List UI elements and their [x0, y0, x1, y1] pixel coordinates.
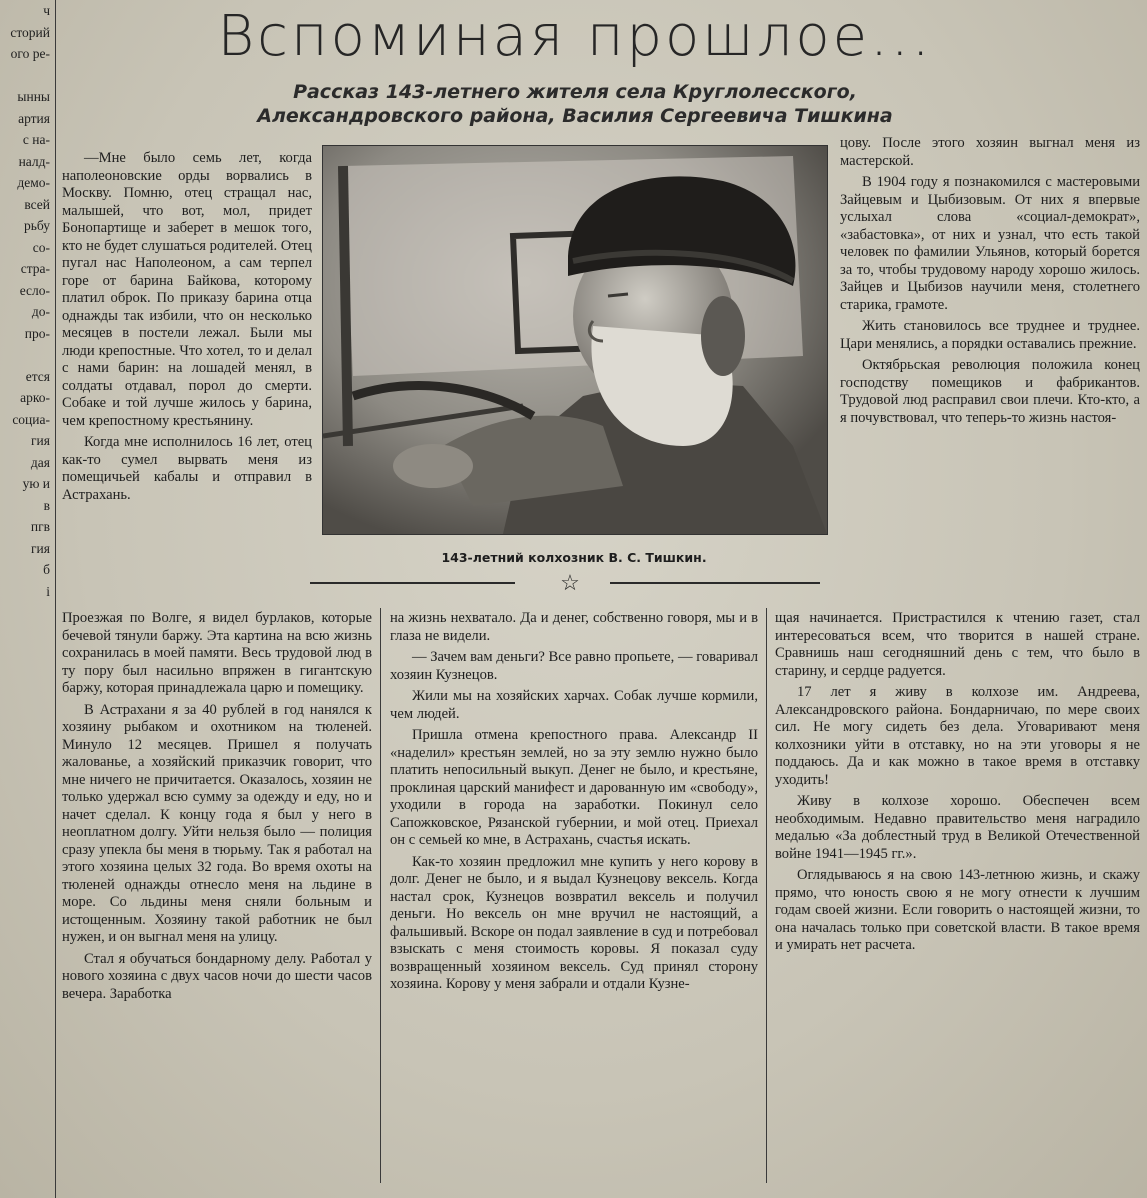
- fragment-line: сторий: [10, 24, 50, 40]
- subtitle-line-2: Александровского района, Василия Сергеевича Тишкина: [257, 105, 893, 127]
- fragment-line: стра-: [20, 261, 50, 276]
- fragment-line: гия: [31, 540, 50, 556]
- fragment-line: есло-: [19, 282, 50, 298]
- fragment-line: ынны: [17, 89, 50, 104]
- article-paragraph: В 1904 году я познакомился с мастеровыми Зайцевым и Цыбизовым. От них я впервые услыхал слова «социал-демократ», «забастовка», от них и узнал, что есть такой человек по фамилии Ульянов, который борется за то, чтобы трудовому народу хорошо жилось. Зайцев и Цыбизов научили меня, столетнего старика, грамоте.: [840, 174, 1140, 313]
- fragment-line: артия: [18, 110, 50, 126]
- fragment-line: налд-: [18, 153, 50, 169]
- section-divider: [310, 570, 830, 600]
- column-rule: [766, 608, 767, 1183]
- article-paragraph: Октябрьская революция положила конец господству помещиков и фабрикантов. Трудовой люд расправил свои плечи. Кто-кто, а я почувствовал, что теперь-то жизнь настоя-: [840, 357, 1140, 426]
- article-paragraph: — Зачем вам деньги? Все равно пропьете, — говаривал хозяин Кузнецов.: [390, 649, 758, 683]
- fragment-line: ч: [43, 3, 50, 18]
- article-paragraph: —Мне было семь лет, когда наполеоновские орды ворвались в Москву. Помню, отец стращал нас, малышей, что вот, мол, придет Бонопартище и заберет в мешок того, кто не будет слушаться родителей. Отец пугал нас Наполеоном, а сам терпел горе от барина Байкова, которому платил оброк. По приказу барина отца однажды так избили, что он несколько месяцев в постели лежал. Были мы люди крепостные. Что хотел, то и делал с нами барин: на лошадей менял, в солдаты отдавал, порол до смерти. Собаке и той лучше жилось у барина, чем крепостному крестьянину.: [62, 150, 312, 429]
- article-paragraph: 17 лет я живу в колхозе им. Андреева, Александровского района. Бондарничаю, по мере своих сил. Не могу сидеть без дела. Уговаривают меня колхозники уйти в отставку, но на эти уговоры я не поддаюсь. Да и как можно в такое время в отставку уходить!: [775, 684, 1140, 788]
- article-paragraph: Стал я обучаться бондарному делу. Работал у нового хозяина с двух часов ночи до шести часов вечера. Заработка: [62, 950, 372, 1002]
- fragment-line: демо-: [17, 175, 50, 190]
- article-paragraph: на жизнь нехватало. Да и денег, собственно говоря, мы и в глаза не видели.: [390, 610, 758, 644]
- photo-caption: 143-летний колхозник В. С. Тишкин.: [441, 550, 707, 565]
- fragment-line: [0, 344, 50, 366]
- portrait-photo: [322, 145, 828, 535]
- elderly-man-driving-illustration: [323, 146, 827, 534]
- fragment-line: і: [46, 583, 50, 599]
- article-paragraph: щая начинается. Пристрастился к чтению газет, стал интересоваться всем, что творится в нашей стране. Сравнишь наш сегодняшний день с тем, что было в старину, и сердце радуется.: [775, 610, 1140, 679]
- fragment-line: всей: [24, 196, 50, 212]
- fragment-line: ого ре-: [10, 46, 50, 61]
- star-icon: ☆: [560, 570, 580, 595]
- divider-line-right: [610, 582, 820, 584]
- article-paragraph: Оглядываюсь я на свою 143-летнюю жизнь, и скажу прямо, что юность свою я не могу отнести к лучшим годам своей жизни. Если говорить о настоящей жизни, то она началась только при советской власти. В такое время и умирать нет расчета.: [775, 867, 1140, 953]
- article-paragraph: Когда мне исполнилось 16 лет, отец как-то сумел вырвать меня из помещичьей кабалы и отправил в Астрахань.: [62, 434, 312, 503]
- column-rule: [55, 0, 56, 1198]
- fragment-line: гия: [31, 433, 50, 448]
- fragment-line: дая: [30, 454, 50, 470]
- article-paragraph: Жить становилось все труднее и труднее. Цари менялись, а порядки оставались прежние.: [840, 318, 1140, 352]
- article-paragraph: Как-то хозяин предложил мне купить у него корову в долг. Денег не было, и я выдал Кузнецову вексель. Когда настал срок, Кузнецов возвратил вексель и получил деньги. Но вексель он мне вручил не настоящий, а фальшивый. Вскоре он подал заявление в суд и потребовал взыскать с меня стоимость коровы. Я показал суду возвращенный хозяином вексель. Суд принял сторону хозяина. Корову у меня забрали и отдали Кузне-: [390, 853, 758, 992]
- fragment-line: с на-: [22, 132, 50, 147]
- fragment-line: арко-: [20, 390, 50, 405]
- headline: Вспоминая прошлое...: [217, 4, 933, 69]
- subtitle: [175, 80, 975, 128]
- article-paragraph: цову. После этого хозяин выгнал меня из мастерской.: [840, 135, 1140, 169]
- fragment-line: в: [43, 497, 50, 513]
- fragment-line: ую и: [22, 476, 50, 491]
- article-paragraph: В Астрахани я за 40 рублей в год нанялся к хозяину рыбаком и охотником на тюленей. Минуло 12 месяцев. Пришел я получать жалованье, а хозяйский приказчик говорит, что мне ничего не причитается. Оказалось, хозяин не только удержал всю сумму за одежду и еду, но и начет сделал. К концу года я был у него в неоплатном долгу. Уйти нельзя было — полиция сразу упекла бы меня в тюрьму. Так я работал на этого хозяина целых 32 года. Во время охоты на тюленей однажды отнесло меня на льдине в море. Со льдины меня сняли больным и истощенным. Хозяину такой работник не был нужен, и он выгнал меня на улицу.: [62, 701, 372, 945]
- article-column-2-bottom: [390, 610, 758, 998]
- article-paragraph: Проезжая по Волге, я видел бурлаков, которые бечевой тянули баржу. Эта картина на всю жизнь сохранилась в моей памяти. Весь трудовой люд в ту пору был насильно впряжен в гигантскую баржу, которая принадлежала царю и помещику.: [62, 610, 372, 696]
- article-paragraph: Жили мы на хозяйских харчах. Собак лучше кормили, чем людей.: [390, 688, 758, 722]
- fragment-line: ется: [25, 368, 50, 384]
- article-paragraph: Живу в колхозе хорошо. Обеспечен всем необходимым. Недавно правительство меня наградило медалью «За доблестный труд в Великой Отечественной войне 1941—1945 гг.».: [775, 793, 1140, 862]
- article-column-3-bottom: [775, 610, 1140, 959]
- subtitle-line-1: Рассказ 143-летнего жителя села Круглолесского,: [293, 81, 857, 103]
- adjacent-column-fragment: [0, 0, 50, 602]
- fragment-line: до-: [31, 304, 50, 319]
- fragment-line: социа-: [12, 411, 50, 427]
- fragment-line: пгв: [30, 519, 50, 534]
- fragment-line: про-: [24, 325, 50, 341]
- article-paragraph: Пришла отмена крепостного права. Александр II «наделил» крестьян землей, но за эту землю нужно было платить непосильный выкуп. Денег не было, и крестьяне, проклиная царский манифест и дарованную им «свободу», уходили в города на заработки. Покинул село Сапожковское, Рязанской губернии, и мой отец. Приехал он с семьей ко мне, в Астрахань, счастья искать.: [390, 727, 758, 848]
- divider-line-left: [310, 582, 515, 584]
- fragment-line: б: [43, 562, 50, 577]
- fragment-line: [0, 65, 50, 87]
- article-column-1-top: [62, 150, 312, 508]
- fragment-line: рьбу: [23, 218, 50, 233]
- column-rule: [380, 608, 381, 1183]
- fragment-line: со-: [32, 239, 50, 255]
- article-column-3-top: [840, 135, 1140, 431]
- article-column-1-bottom: [62, 610, 372, 1007]
